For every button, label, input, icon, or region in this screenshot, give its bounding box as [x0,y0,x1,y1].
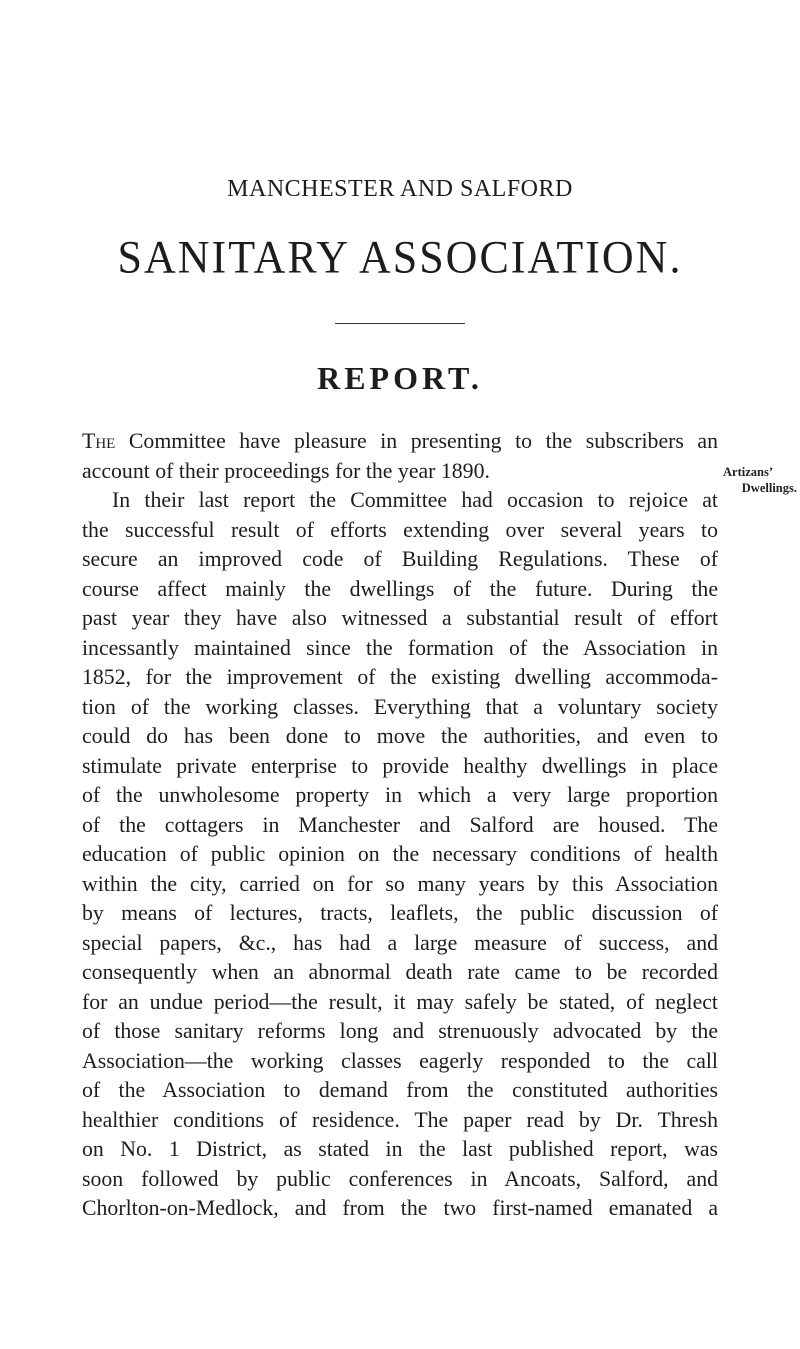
body-line: for an undue period—the result, it may safely be stated, of neglect [82,989,718,1014]
body-line: healthier conditions of residence. The paper read by Dr. Thresh [82,1107,718,1132]
margin-note [723,464,799,496]
body-line: secure an improved code of Building Regulations. These of [82,547,718,571]
section-title-report: REPORT. [317,360,483,396]
header-divider [335,323,465,324]
body-line: past year they have also witnessed a substantial result of effort [82,606,718,630]
body-line: by means of lectures, tracts, leaflets, the public discussion of [82,901,718,925]
header-city-names: MANCHESTER AND SALFORD [227,176,573,202]
body-line: within the city, carried on for so many years by this Association [82,871,718,896]
header-association-name: SANITARY ASSOCIATION. [117,231,683,284]
body-line: 1852, for the improvement of the existing dwelling accommoda- [82,665,718,689]
body-line: In their last report the Committee had occasion to rejoice at [112,488,718,512]
body-line: soon followed by public conferences in Ancoats, Salford, and [82,1166,718,1191]
body-line: stimulate private enterprise to provide healthy dwellings in place [82,753,718,778]
body-line: course affect mainly the dwellings of the future. During the [82,576,718,601]
body-line: incessantly maintained since the formation of the Association in [82,635,718,660]
body-line: on No. 1 District, as stated in the last published report, was [82,1137,718,1161]
body-line: of those sanitary reforms long and strenuously advocated by the [82,1019,718,1043]
body-line: account of their proceedings for the year 1890. [82,458,490,483]
body-line: of the cottagers in Manchester and Salford are housed. The [82,812,718,837]
body-line: could do has been done to move the authorities, and even to [82,724,718,748]
body-line: education of public opinion on the necessary conditions of health [82,842,718,866]
body-line: the successful result of efforts extending over several years to [82,517,718,542]
body-line: consequently when an abnormal death rate came to be recorded [82,960,718,984]
body-line: of the Association to demand from the constituted authorities [82,1078,718,1102]
body-line: The Committee have pleasure in presenting to the subscribers an [82,429,718,453]
body-line: of the unwholesome property in which a very large proportion [82,783,718,807]
margin-note-line: Dwellings. [741,481,797,495]
report-body [82,427,718,1224]
paragraph-lead-word: The [82,429,116,453]
body-line: tion of the working classes. Everything that a voluntary society [82,694,718,719]
margin-note-line: Artizans’ [723,465,773,479]
body-line: Chorlton-on-Medlock, and from the two first-named emanated a [82,1196,718,1220]
body-line: special papers, &c., has had a large measure of success, and [82,930,718,955]
body-line: Association—the working classes eagerly responded to the call [82,1048,718,1073]
